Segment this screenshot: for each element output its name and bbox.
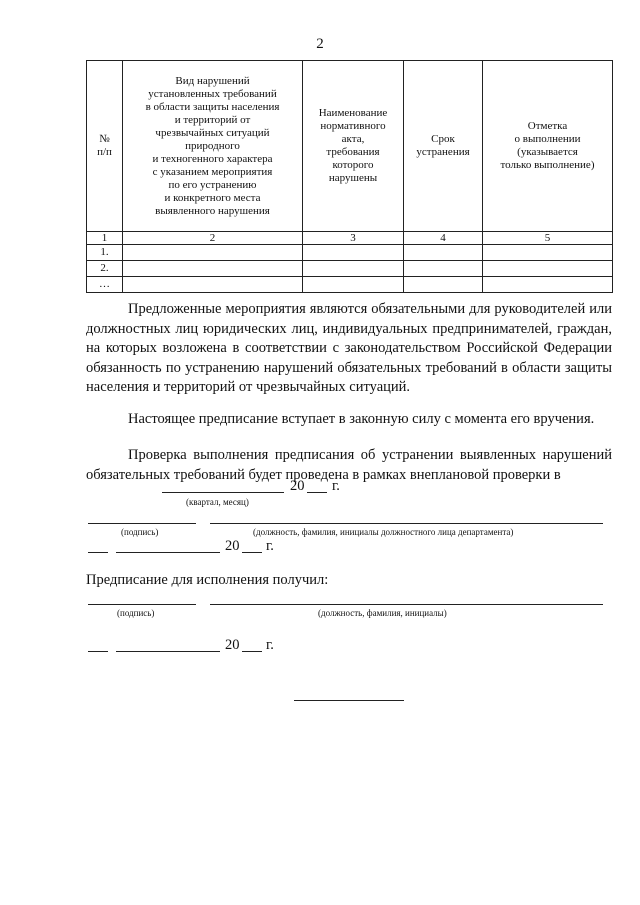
month-line bbox=[116, 651, 220, 652]
column-number: 2 bbox=[123, 232, 303, 245]
header-completion-mark: Отметка о выполнении (указывается только выполнение) bbox=[483, 61, 613, 232]
signature-line bbox=[88, 604, 196, 605]
closing-rule bbox=[294, 700, 404, 701]
column-number: 1 bbox=[87, 232, 123, 245]
position-label: (должность, фамилия, инициалы должностного лица департамента) bbox=[253, 527, 514, 537]
signature-label: (подпись) bbox=[121, 527, 159, 537]
violations-table bbox=[86, 60, 613, 293]
signature-line bbox=[88, 523, 196, 524]
header-number: № п/п bbox=[87, 61, 123, 232]
table-cell bbox=[483, 277, 613, 293]
column-number-row bbox=[87, 232, 613, 245]
inspection-year-suffix: г. bbox=[332, 478, 340, 494]
table-cell bbox=[123, 245, 303, 261]
signature-label: (подпись) bbox=[117, 608, 155, 618]
table-row bbox=[87, 261, 613, 277]
row-number: 1. bbox=[87, 245, 123, 261]
position-label: (должность, фамилия, инициалы) bbox=[318, 608, 447, 618]
year-line bbox=[242, 651, 262, 652]
header-violation-kind: Вид нарушений установленных требований в области защиты населения и территорий от чрезвычайных ситуаций природного и техногенного характера с указанием мероприятия по его устранению и конкретного места выявленного нарушения bbox=[123, 61, 303, 232]
row-number: … bbox=[87, 277, 123, 293]
table-row bbox=[87, 277, 613, 293]
table-cell bbox=[303, 277, 404, 293]
year-line bbox=[307, 492, 327, 493]
quarter-month-line bbox=[162, 492, 284, 493]
paragraph-inspection: Проверка выполнения предписания об устранении выявленных нарушений обязательных требований будет проведена в рамках внеплановой проверки в bbox=[86, 447, 612, 483]
column-number: 5 bbox=[483, 232, 613, 245]
header-deadline: Срок устранения bbox=[404, 61, 483, 232]
day-line bbox=[88, 552, 108, 553]
position-line bbox=[210, 604, 603, 605]
quarter-month-label: (квартал, месяц) bbox=[186, 497, 249, 507]
table-cell bbox=[404, 245, 483, 261]
table-row bbox=[87, 245, 613, 261]
received-title: Предписание для исполнения получил: bbox=[86, 572, 329, 588]
position-line bbox=[210, 523, 603, 524]
day-line bbox=[88, 651, 108, 652]
table-cell bbox=[483, 261, 613, 277]
table-cell bbox=[404, 277, 483, 293]
table-cell bbox=[303, 261, 404, 277]
table-header-row bbox=[87, 61, 613, 232]
table-cell bbox=[483, 245, 613, 261]
header-normative-act: Наименование нормативного акта, требования которого нарушены bbox=[303, 61, 404, 232]
received-year: 20 bbox=[225, 637, 240, 653]
column-number: 3 bbox=[303, 232, 404, 245]
paragraph-obligations: Предложенные мероприятия являются обязательными для руководителей или должностных лиц юридических лиц, индивидуальных предпринимателей, граждан, на которых возложена в соответствии с законодательством Российской Федерации обязанность по устранению нарушений обязательных требований в области защиты населения и территорий от чрезвычайных ситуаций. bbox=[86, 301, 612, 395]
paragraph-effective: Настоящее предписание вступает в законную силу с момента его вручения. bbox=[128, 411, 595, 427]
table-cell bbox=[303, 245, 404, 261]
table-cell bbox=[123, 277, 303, 293]
year-line bbox=[242, 552, 262, 553]
signature1-year: 20 bbox=[225, 538, 240, 554]
month-line bbox=[116, 552, 220, 553]
table-cell bbox=[123, 261, 303, 277]
row-number: 2. bbox=[87, 261, 123, 277]
table-cell bbox=[404, 261, 483, 277]
inspection-year: 20 bbox=[290, 478, 305, 494]
column-number: 4 bbox=[404, 232, 483, 245]
signature1-year-suffix: г. bbox=[266, 538, 274, 554]
received-year-suffix: г. bbox=[266, 637, 274, 653]
page-number: 2 bbox=[316, 36, 324, 52]
